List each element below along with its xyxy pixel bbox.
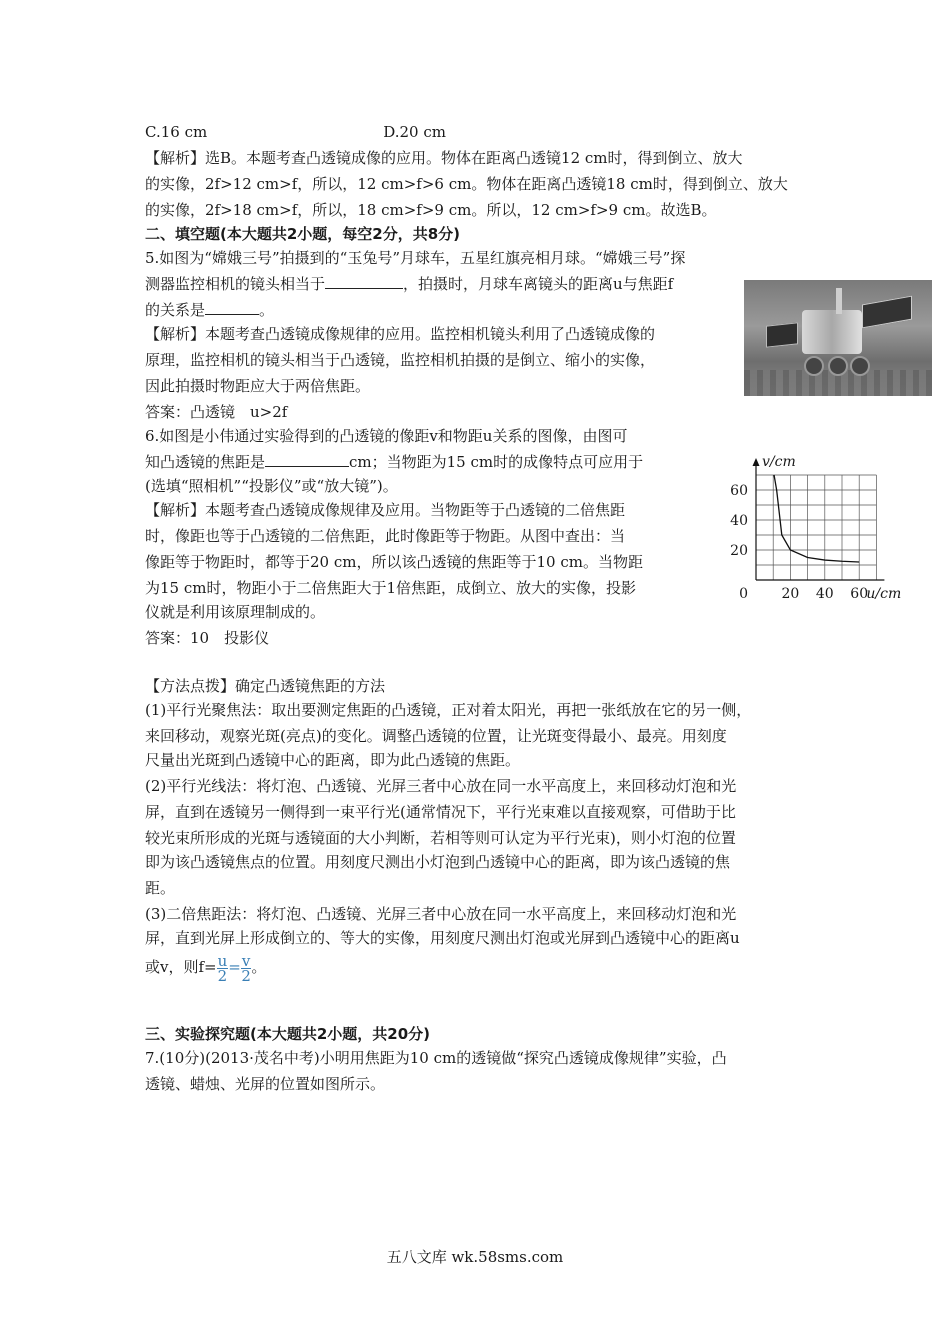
method-line: (3)二倍焦距法：将灯泡、凸透镜、光屏三者中心放在同一水平高度上，来回移动灯泡和光 bbox=[145, 905, 737, 923]
option-c: C.16 cm bbox=[145, 123, 208, 141]
q6-answer: 答案：10 投影仪 bbox=[145, 629, 270, 647]
method-line: 来回移动，观察光斑(亮点)的变化。调整凸透镜的位置，让光斑变得最小、最亮。用刻度 bbox=[145, 727, 727, 745]
x-tick-label: 20 bbox=[781, 586, 800, 602]
q4-analysis-line: 的实像，2f>12 cm>f，所以，12 cm>f>6 cm。物体在距离凸透镜18 cm时，得到倒立、放大 bbox=[145, 175, 788, 193]
q5-analysis-line: 【解析】本题考查凸透镜成像规律的应用。监控相机镜头利用了凸透镜成像的 bbox=[145, 325, 656, 343]
q6-blank-1[interactable] bbox=[265, 452, 349, 467]
q6-question-line: 6.如图是小伟通过实验得到的凸透镜的像距v和物距u关系的图像，由图可 bbox=[145, 427, 628, 445]
q6-question-line bbox=[145, 452, 643, 472]
x-tick-label: 60 bbox=[850, 586, 869, 602]
q5-question-line bbox=[145, 300, 274, 320]
q5-text: ，拍摄时，月球车离镜头的距离u与焦距f bbox=[403, 275, 674, 293]
method-line: 即为该凸透镜焦点的位置。用刻度尺测出小灯泡到凸透镜中心的距离，即为该凸透镜的焦 bbox=[145, 853, 731, 871]
q7-line: 7.(10分)(2013·茂名中考)小明用焦距为10 cm的透镜做“探究凸透镜成像规律”实验，凸 bbox=[145, 1049, 727, 1067]
q6-analysis-line: 为15 cm时，物距小于二倍焦距大于1倍焦距，成倒立、放大的实像，投影 bbox=[145, 579, 637, 597]
q5-blank-2[interactable] bbox=[205, 300, 259, 315]
method-line: 屏，直到光屏上形成倒立的、等大的实像，用刻度尺测出灯泡或光屏到凸透镜中心的距离u bbox=[145, 929, 740, 947]
q6-analysis-line: 时，像距也等于凸透镜的二倍焦距，此时像距等于物距。从图中查出：当 bbox=[145, 527, 626, 545]
q5-analysis-line: 因此拍摄时物距应大于两倍焦距。 bbox=[145, 377, 371, 395]
method-line: 尺量出光斑到凸透镜中心的距离，即为此凸透镜的焦距。 bbox=[145, 751, 521, 769]
chart-series bbox=[774, 475, 859, 562]
q6-analysis-line: 【解析】本题考查凸透镜成像规律及应用。当物距等于凸透镜的二倍焦距 bbox=[145, 501, 626, 519]
image-distance-chart bbox=[708, 430, 918, 605]
q4-analysis-line: 【解析】选B。本题考查凸透镜成像的应用。物体在距离凸透镜12 cm时，得到倒立、放大 bbox=[145, 149, 743, 167]
formula-text: 。 bbox=[251, 958, 267, 976]
q5-blank-1[interactable] bbox=[325, 274, 403, 289]
q5-analysis-line: 原理，监控相机的镜头相当于凸透镜，监控相机拍摄的是倒立、缩小的实像， bbox=[145, 351, 656, 369]
x-tick-label: 40 bbox=[815, 586, 834, 602]
option-d: D.20 cm bbox=[383, 123, 446, 141]
method-title: 【方法点拨】确定凸透镜焦距的方法 bbox=[145, 677, 386, 695]
q4-analysis-line: 的实像，2f>18 cm>f，所以，18 cm>f>9 cm。所以，12 cm>f>9 cm。故选B。 bbox=[145, 201, 717, 219]
section-2-title: 二、填空题(本大题共2小题，每空2分，共8分) bbox=[145, 225, 461, 243]
y-axis-arrow bbox=[753, 458, 760, 466]
q5-question-line bbox=[145, 274, 673, 294]
section-3-title: 三、实验探究题(本大题共2小题，共20分) bbox=[145, 1025, 431, 1043]
y-tick-label: 20 bbox=[730, 543, 748, 559]
fraction-u-over-2: $\frac{u}{2}$ bbox=[217, 951, 228, 985]
method-line: (2)平行光线法：将灯泡、凸透镜、光屏三者中心放在同一水平高度上，来回移动灯泡和光 bbox=[145, 777, 737, 795]
q5-text: 的关系是 bbox=[145, 301, 206, 319]
q6-text: cm；当物距为15 cm时的成像特点可应用于 bbox=[349, 453, 644, 471]
y-tick-label: 60 bbox=[730, 483, 748, 499]
data-curve bbox=[774, 475, 859, 562]
q5-text: 测器监控相机的镜头相当于 bbox=[145, 275, 326, 293]
q5-question-line: 5.如图为“嫦娥三号”拍摄到的“玉兔号”月球车，五星红旗亮相月球。“嫦娥三号”探 bbox=[145, 249, 686, 267]
lunar-rover-photo bbox=[744, 280, 932, 396]
fraction-v-over-2: $\frac{v}{2}$ bbox=[241, 951, 251, 985]
method-line: (1)平行光聚焦法：取出要测定焦距的凸透镜，正对着太阳光，再把一张纸放在它的另一侧， bbox=[145, 701, 752, 719]
method-line: 较光束所形成的光斑与透镜面的大小判断，若相等则可认定为平行光束)，则小灯泡的位置 bbox=[145, 829, 736, 847]
formula-text: 或v，则f= bbox=[145, 958, 217, 976]
chart-axes bbox=[753, 458, 885, 580]
q6-analysis-line: 仪就是利用该原理制成的。 bbox=[145, 603, 326, 621]
footer-watermark: 五八文库 wk.58sms.com bbox=[386, 1248, 564, 1266]
y-axis-label: v/cm bbox=[762, 454, 796, 470]
method-line: 屏，直到在透镜另一侧得到一束平行光(通常情况下，平行光束难以直接观察，可借助于比 bbox=[145, 803, 736, 821]
q6-analysis-line: 像距等于物距时，都等于20 cm，所以该凸透镜的焦距等于10 cm。当物距 bbox=[145, 553, 643, 571]
q6-text: 知凸透镜的焦距是 bbox=[145, 453, 266, 471]
chart-ticks bbox=[730, 483, 868, 602]
chart-grid bbox=[756, 475, 876, 580]
q7-line: 透镜、蜡烛、光屏的位置如图所示。 bbox=[145, 1075, 386, 1093]
y-tick-label: 40 bbox=[730, 513, 748, 529]
q4-options bbox=[145, 122, 446, 142]
q5-text: 。 bbox=[259, 301, 275, 319]
q6-question-line: (选填“照相机”“投影仪”或“放大镜”)。 bbox=[145, 477, 398, 495]
formula-equals: = bbox=[228, 958, 241, 976]
x-axis-label: u/cm bbox=[866, 586, 902, 602]
method-line: 距。 bbox=[145, 879, 176, 897]
origin-label: 0 bbox=[739, 586, 748, 602]
method-formula-line bbox=[145, 950, 266, 984]
q5-answer: 答案：凸透镜 u>2f bbox=[145, 403, 288, 421]
